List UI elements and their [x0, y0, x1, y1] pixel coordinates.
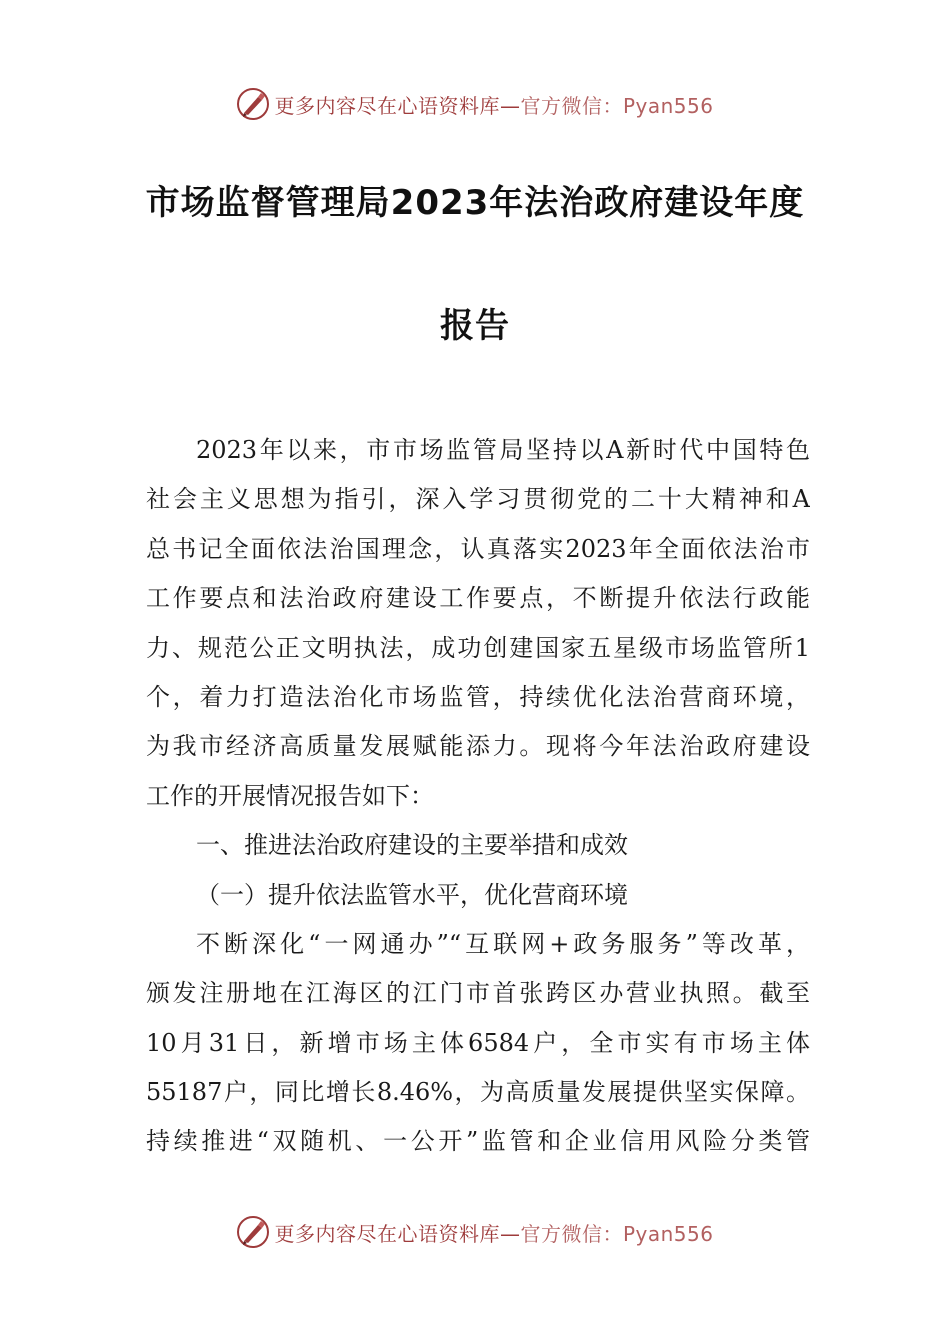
body-line: 10月31日，新增市场主体6584户，全市实有市场主体 — [146, 1028, 810, 1057]
pen-logo-icon — [236, 1215, 270, 1249]
section-heading: 一、推进法治政府建设的主要举措和成效 — [196, 831, 628, 860]
body-line: 力、规范公正文明执法，成功创建国家五星级市场监管所1 — [146, 633, 810, 662]
document-title-line-2: 报告 — [440, 306, 510, 346]
body-line: 2023年以来，市市场监管局坚持以A新时代中国特色 — [196, 436, 810, 464]
body-line: 社会主义思想为指引，深入学习贯彻党的二十大精神和A — [146, 485, 810, 514]
body-line: 个，着力打造法治化市场监管，持续优化法治营商环境， — [146, 682, 810, 711]
pen-logo-icon — [236, 87, 270, 121]
body-line: 工作要点和法治政府建设工作要点，不断提升依法行政能 — [146, 584, 810, 613]
body-line: 持续推进“双随机、一公开”监管和企业信用风险分类管 — [146, 1127, 810, 1156]
document-title-line-1: 市场监督管理局2023年法治政府建设年度 — [145, 183, 805, 223]
body-line: 工作的开展情况报告如下： — [146, 781, 434, 810]
body-line: 不断深化“一网通办”“互联网+政务服务”等改革， — [196, 929, 810, 958]
watermark-banner-top — [0, 84, 950, 124]
body-line: 总书记全面依法治国理念，认真落实2023年全面依法治市 — [146, 534, 810, 563]
subsection-heading: （一）提升依法监管水平，优化营商环境 — [196, 880, 628, 909]
watermark-banner-bottom — [0, 1212, 950, 1252]
watermark-text: 更多内容尽在心语资料库—官方微信：Pyan556 — [274, 93, 714, 118]
body-line: 55187户，同比增长8.46%，为高质量发展提供坚实保障。 — [146, 1078, 810, 1107]
watermark-text: 更多内容尽在心语资料库—官方微信：Pyan556 — [274, 1221, 714, 1246]
body-line: 为我市经济高质量发展赋能添力。现将今年法治政府建设 — [146, 732, 810, 761]
document-body — [146, 426, 810, 1167]
body-line: 颁发注册地在江海区的江门市首张跨区办营业执照。截至 — [146, 979, 810, 1008]
